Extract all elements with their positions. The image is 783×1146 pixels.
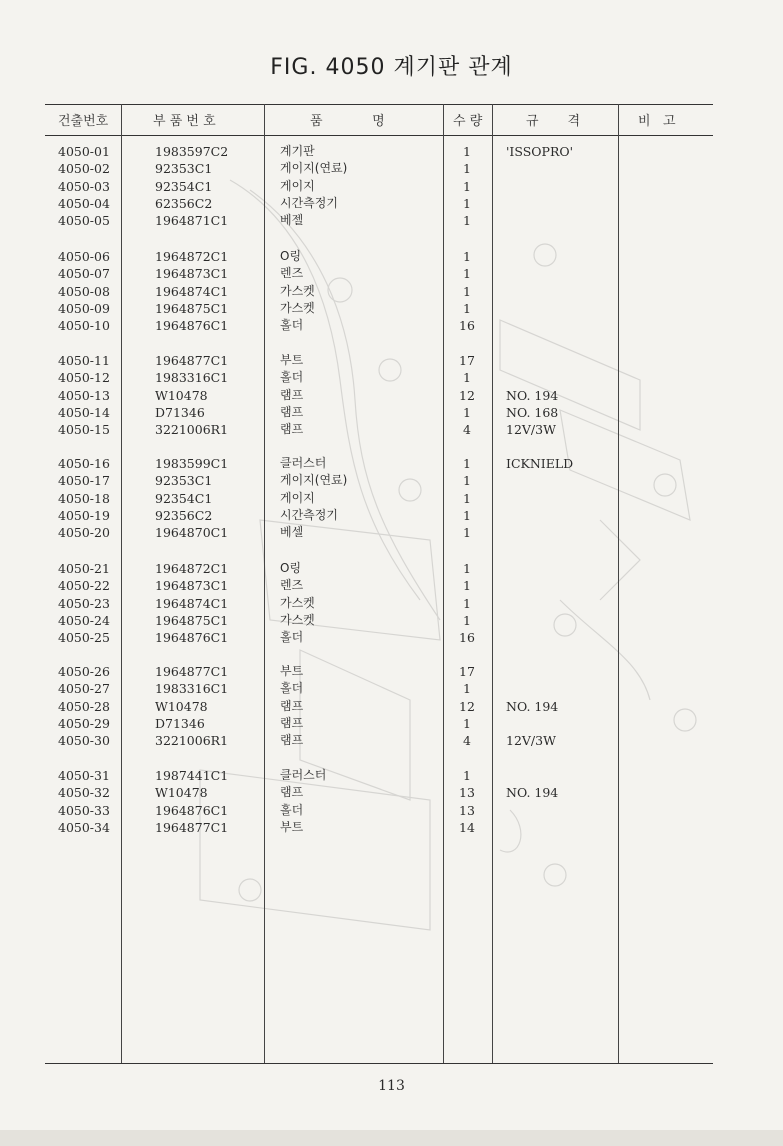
- item-number-cell: 4050-13: [58, 387, 110, 403]
- part-number-cell: W10478: [155, 387, 208, 403]
- quantity-cell: 1: [463, 490, 471, 506]
- quantity-cell: 16: [459, 630, 475, 646]
- header-specification: 규 격: [526, 114, 581, 129]
- part-name-cell: 시간측정기: [280, 195, 338, 210]
- part-name-cell: 렌즈: [280, 578, 304, 593]
- part-number-cell: 3221006R1: [155, 422, 229, 438]
- specification-cell: NO. 194: [506, 387, 559, 403]
- quantity-cell: 1: [463, 456, 471, 471]
- table-row: [0, 595, 783, 612]
- item-number-cell: 4050-25: [58, 630, 110, 646]
- part-name-cell: 렌즈: [280, 266, 304, 281]
- quantity-cell: 1: [463, 768, 471, 783]
- quantity-cell: 1: [463, 161, 471, 177]
- item-number-cell: 4050-21: [58, 561, 110, 576]
- part-name-cell: 램프: [280, 387, 304, 402]
- part-number-cell: 1983316C1: [155, 370, 229, 386]
- part-name-cell: 홀더: [280, 318, 304, 333]
- part-number-cell: W10478: [155, 698, 208, 714]
- table-row: [0, 802, 783, 819]
- item-number-cell: 4050-23: [58, 595, 110, 611]
- table-row: [0, 404, 783, 421]
- header-part-number: 부 품 번 호: [153, 114, 216, 129]
- part-number-cell: 92354C1: [155, 178, 213, 194]
- part-name-cell: 홀더: [280, 630, 304, 645]
- part-number-cell: 62356C2: [155, 195, 213, 211]
- quantity-cell: 1: [463, 195, 471, 211]
- table-row: [0, 784, 783, 801]
- specification-cell: NO. 168: [506, 404, 559, 420]
- part-name-cell: 가스켓: [280, 283, 315, 298]
- quantity-cell: 1: [463, 404, 471, 420]
- part-name-cell: 시간측정기: [280, 507, 338, 522]
- part-name-cell: 게이지: [280, 490, 315, 505]
- table-row: [0, 732, 783, 749]
- quantity-cell: 1: [463, 473, 471, 489]
- item-number-cell: 4050-11: [58, 353, 110, 368]
- part-name-cell: 클러스터: [280, 768, 327, 782]
- table-row: [0, 767, 783, 784]
- table-bottom-rule: [45, 1063, 713, 1064]
- header-remarks: 비 고: [638, 114, 676, 129]
- table-row: [0, 300, 783, 317]
- part-name-cell: 부트: [280, 819, 304, 834]
- quantity-cell: 13: [459, 802, 475, 818]
- quantity-cell: 1: [463, 578, 471, 594]
- part-number-cell: 1964876C1: [155, 318, 229, 334]
- table-row: [0, 577, 783, 594]
- item-number-cell: 4050-32: [58, 785, 110, 801]
- quantity-cell: 1: [463, 144, 471, 159]
- part-number-cell: 1964875C1: [155, 612, 229, 628]
- item-number-cell: 4050-01: [58, 144, 110, 159]
- item-number-cell: 4050-06: [58, 249, 110, 264]
- part-name-cell: 램프: [280, 715, 304, 730]
- part-number-cell: 1964877C1: [155, 664, 229, 679]
- part-number-cell: 1964874C1: [155, 283, 229, 299]
- item-number-cell: 4050-18: [58, 490, 110, 506]
- quantity-cell: 1: [463, 507, 471, 523]
- part-number-cell: 1964870C1: [155, 525, 229, 541]
- quantity-cell: 13: [459, 785, 475, 801]
- part-name-cell: 베젤: [280, 213, 304, 228]
- item-number-cell: 4050-27: [58, 681, 110, 697]
- item-number-cell: 4050-09: [58, 300, 110, 316]
- part-number-cell: 92356C2: [155, 507, 213, 523]
- part-name-cell: 램프: [280, 698, 304, 713]
- part-number-cell: 1964877C1: [155, 819, 229, 835]
- specification-cell: 12V/3W: [506, 422, 556, 438]
- quantity-cell: 1: [463, 681, 471, 697]
- quantity-cell: 14: [459, 819, 475, 835]
- part-name-cell: 홀더: [280, 802, 304, 817]
- part-number-cell: 1987441C1: [155, 768, 229, 783]
- item-number-cell: 4050-20: [58, 525, 110, 541]
- item-number-cell: 4050-07: [58, 266, 110, 282]
- quantity-cell: 12: [459, 387, 475, 403]
- quantity-cell: 1: [463, 266, 471, 282]
- specification-cell: 'ISSOPRO': [506, 144, 574, 159]
- item-number-cell: 4050-29: [58, 715, 110, 731]
- table-row: [0, 317, 783, 334]
- part-name-cell: 부트: [280, 353, 304, 367]
- quantity-cell: 12: [459, 698, 475, 714]
- part-number-cell: 1964873C1: [155, 266, 229, 282]
- item-number-cell: 4050-10: [58, 318, 110, 334]
- table-row: [0, 560, 783, 577]
- quantity-cell: 4: [463, 422, 471, 438]
- part-number-cell: 92354C1: [155, 490, 213, 506]
- scan-edge: [0, 1130, 783, 1146]
- table-row: [0, 212, 783, 229]
- quantity-cell: 1: [463, 370, 471, 386]
- quantity-cell: 17: [459, 353, 475, 368]
- page-title: FIG. 4050 계기판 관계: [270, 55, 513, 80]
- item-number-cell: 4050-15: [58, 422, 110, 438]
- part-name-cell: 램프: [280, 404, 304, 419]
- part-number-cell: 1964877C1: [155, 353, 229, 368]
- quantity-cell: 16: [459, 318, 475, 334]
- item-number-cell: 4050-22: [58, 578, 110, 594]
- part-name-cell: 램프: [280, 422, 304, 437]
- part-number-cell: 92353C1: [155, 161, 213, 177]
- part-number-cell: 1983597C2: [155, 144, 229, 159]
- quantity-cell: 1: [463, 178, 471, 194]
- quantity-cell: 1: [463, 300, 471, 316]
- table-row: [0, 663, 783, 680]
- table-row: [0, 612, 783, 629]
- part-number-cell: 1964872C1: [155, 561, 229, 576]
- part-name-cell: 클러스터: [280, 456, 327, 470]
- part-name-cell: 부트: [280, 664, 304, 678]
- quantity-cell: 1: [463, 283, 471, 299]
- table-row: [0, 352, 783, 369]
- item-number-cell: 4050-12: [58, 370, 110, 386]
- table-row: [0, 715, 783, 732]
- part-number-cell: D71346: [155, 404, 205, 420]
- item-number-cell: 4050-08: [58, 283, 110, 299]
- part-name-cell: 계기판: [280, 144, 315, 158]
- part-name-cell: 가스켓: [280, 612, 315, 627]
- part-name-cell: 홀더: [280, 370, 304, 385]
- table-row: [0, 421, 783, 438]
- table-row: [0, 248, 783, 265]
- table-row: [0, 387, 783, 404]
- item-number-cell: 4050-03: [58, 178, 110, 194]
- part-name-cell: 가스켓: [280, 595, 315, 610]
- header-quantity: 수 량: [453, 114, 483, 129]
- item-number-cell: 4050-02: [58, 161, 110, 177]
- page-number: 113: [378, 1078, 405, 1094]
- table-row: [0, 160, 783, 177]
- table-row: [0, 819, 783, 836]
- part-number-cell: 1983316C1: [155, 681, 229, 697]
- part-name-cell: 램프: [280, 785, 304, 800]
- item-number-cell: 4050-31: [58, 768, 110, 783]
- part-number-cell: D71346: [155, 715, 205, 731]
- quantity-cell: 1: [463, 561, 471, 576]
- part-number-cell: 1964874C1: [155, 595, 229, 611]
- specification-cell: ICKNIELD: [506, 456, 574, 471]
- table-row: [0, 490, 783, 507]
- specification-cell: NO. 194: [506, 698, 559, 714]
- specification-cell: 12V/3W: [506, 733, 556, 749]
- part-name-cell: O링: [280, 249, 302, 263]
- part-number-cell: 1964872C1: [155, 249, 229, 264]
- part-number-cell: 1964876C1: [155, 802, 229, 818]
- item-number-cell: 4050-24: [58, 612, 110, 628]
- item-number-cell: 4050-04: [58, 195, 110, 211]
- table-row: [0, 455, 783, 472]
- part-name-cell: 홀더: [280, 681, 304, 696]
- item-number-cell: 4050-26: [58, 664, 110, 679]
- header-bottom-rule: [45, 135, 713, 136]
- item-number-cell: 4050-16: [58, 456, 110, 471]
- quantity-cell: 1: [463, 715, 471, 731]
- item-number-cell: 4050-19: [58, 507, 110, 523]
- quantity-cell: 1: [463, 213, 471, 229]
- table-row: [0, 283, 783, 300]
- table-row: [0, 178, 783, 195]
- quantity-cell: 4: [463, 733, 471, 749]
- part-number-cell: 1964876C1: [155, 630, 229, 646]
- quantity-cell: 1: [463, 249, 471, 264]
- part-name-cell: 게이지: [280, 178, 315, 193]
- part-number-cell: W10478: [155, 785, 208, 801]
- quantity-cell: 17: [459, 664, 475, 679]
- part-number-cell: 92353C1: [155, 473, 213, 489]
- part-number-cell: 1983599C1: [155, 456, 229, 471]
- item-number-cell: 4050-14: [58, 404, 110, 420]
- part-name-cell: 가스켓: [280, 300, 315, 315]
- table-row: [0, 507, 783, 524]
- item-number-cell: 4050-34: [58, 819, 110, 835]
- table-top-rule: [45, 104, 713, 105]
- part-name-cell: 베셀: [280, 525, 304, 540]
- header-item-number: 건출번호: [58, 114, 109, 129]
- item-number-cell: 4050-30: [58, 733, 110, 749]
- item-number-cell: 4050-05: [58, 213, 110, 229]
- specification-cell: NO. 194: [506, 785, 559, 801]
- table-row: [0, 195, 783, 212]
- part-number-cell: 1964875C1: [155, 300, 229, 316]
- item-number-cell: 4050-28: [58, 698, 110, 714]
- item-number-cell: 4050-33: [58, 802, 110, 818]
- part-name-cell: 램프: [280, 733, 304, 748]
- table-row: [0, 472, 783, 489]
- part-number-cell: 3221006R1: [155, 733, 229, 749]
- table-row: [0, 265, 783, 282]
- header-part-name: 품 명: [310, 114, 385, 129]
- part-name-cell: 게이지(연료): [280, 161, 348, 176]
- part-name-cell: O링: [280, 561, 302, 575]
- table-row: [0, 680, 783, 697]
- table-row: [0, 369, 783, 386]
- table-row: [0, 143, 783, 160]
- item-number-cell: 4050-17: [58, 473, 110, 489]
- part-name-cell: 게이지(연료): [280, 473, 348, 488]
- table-row: [0, 629, 783, 646]
- quantity-cell: 1: [463, 612, 471, 628]
- quantity-cell: 1: [463, 595, 471, 611]
- part-number-cell: 1964871C1: [155, 213, 229, 229]
- quantity-cell: 1: [463, 525, 471, 541]
- table-row: [0, 524, 783, 541]
- part-number-cell: 1964873C1: [155, 578, 229, 594]
- table-row: [0, 698, 783, 715]
